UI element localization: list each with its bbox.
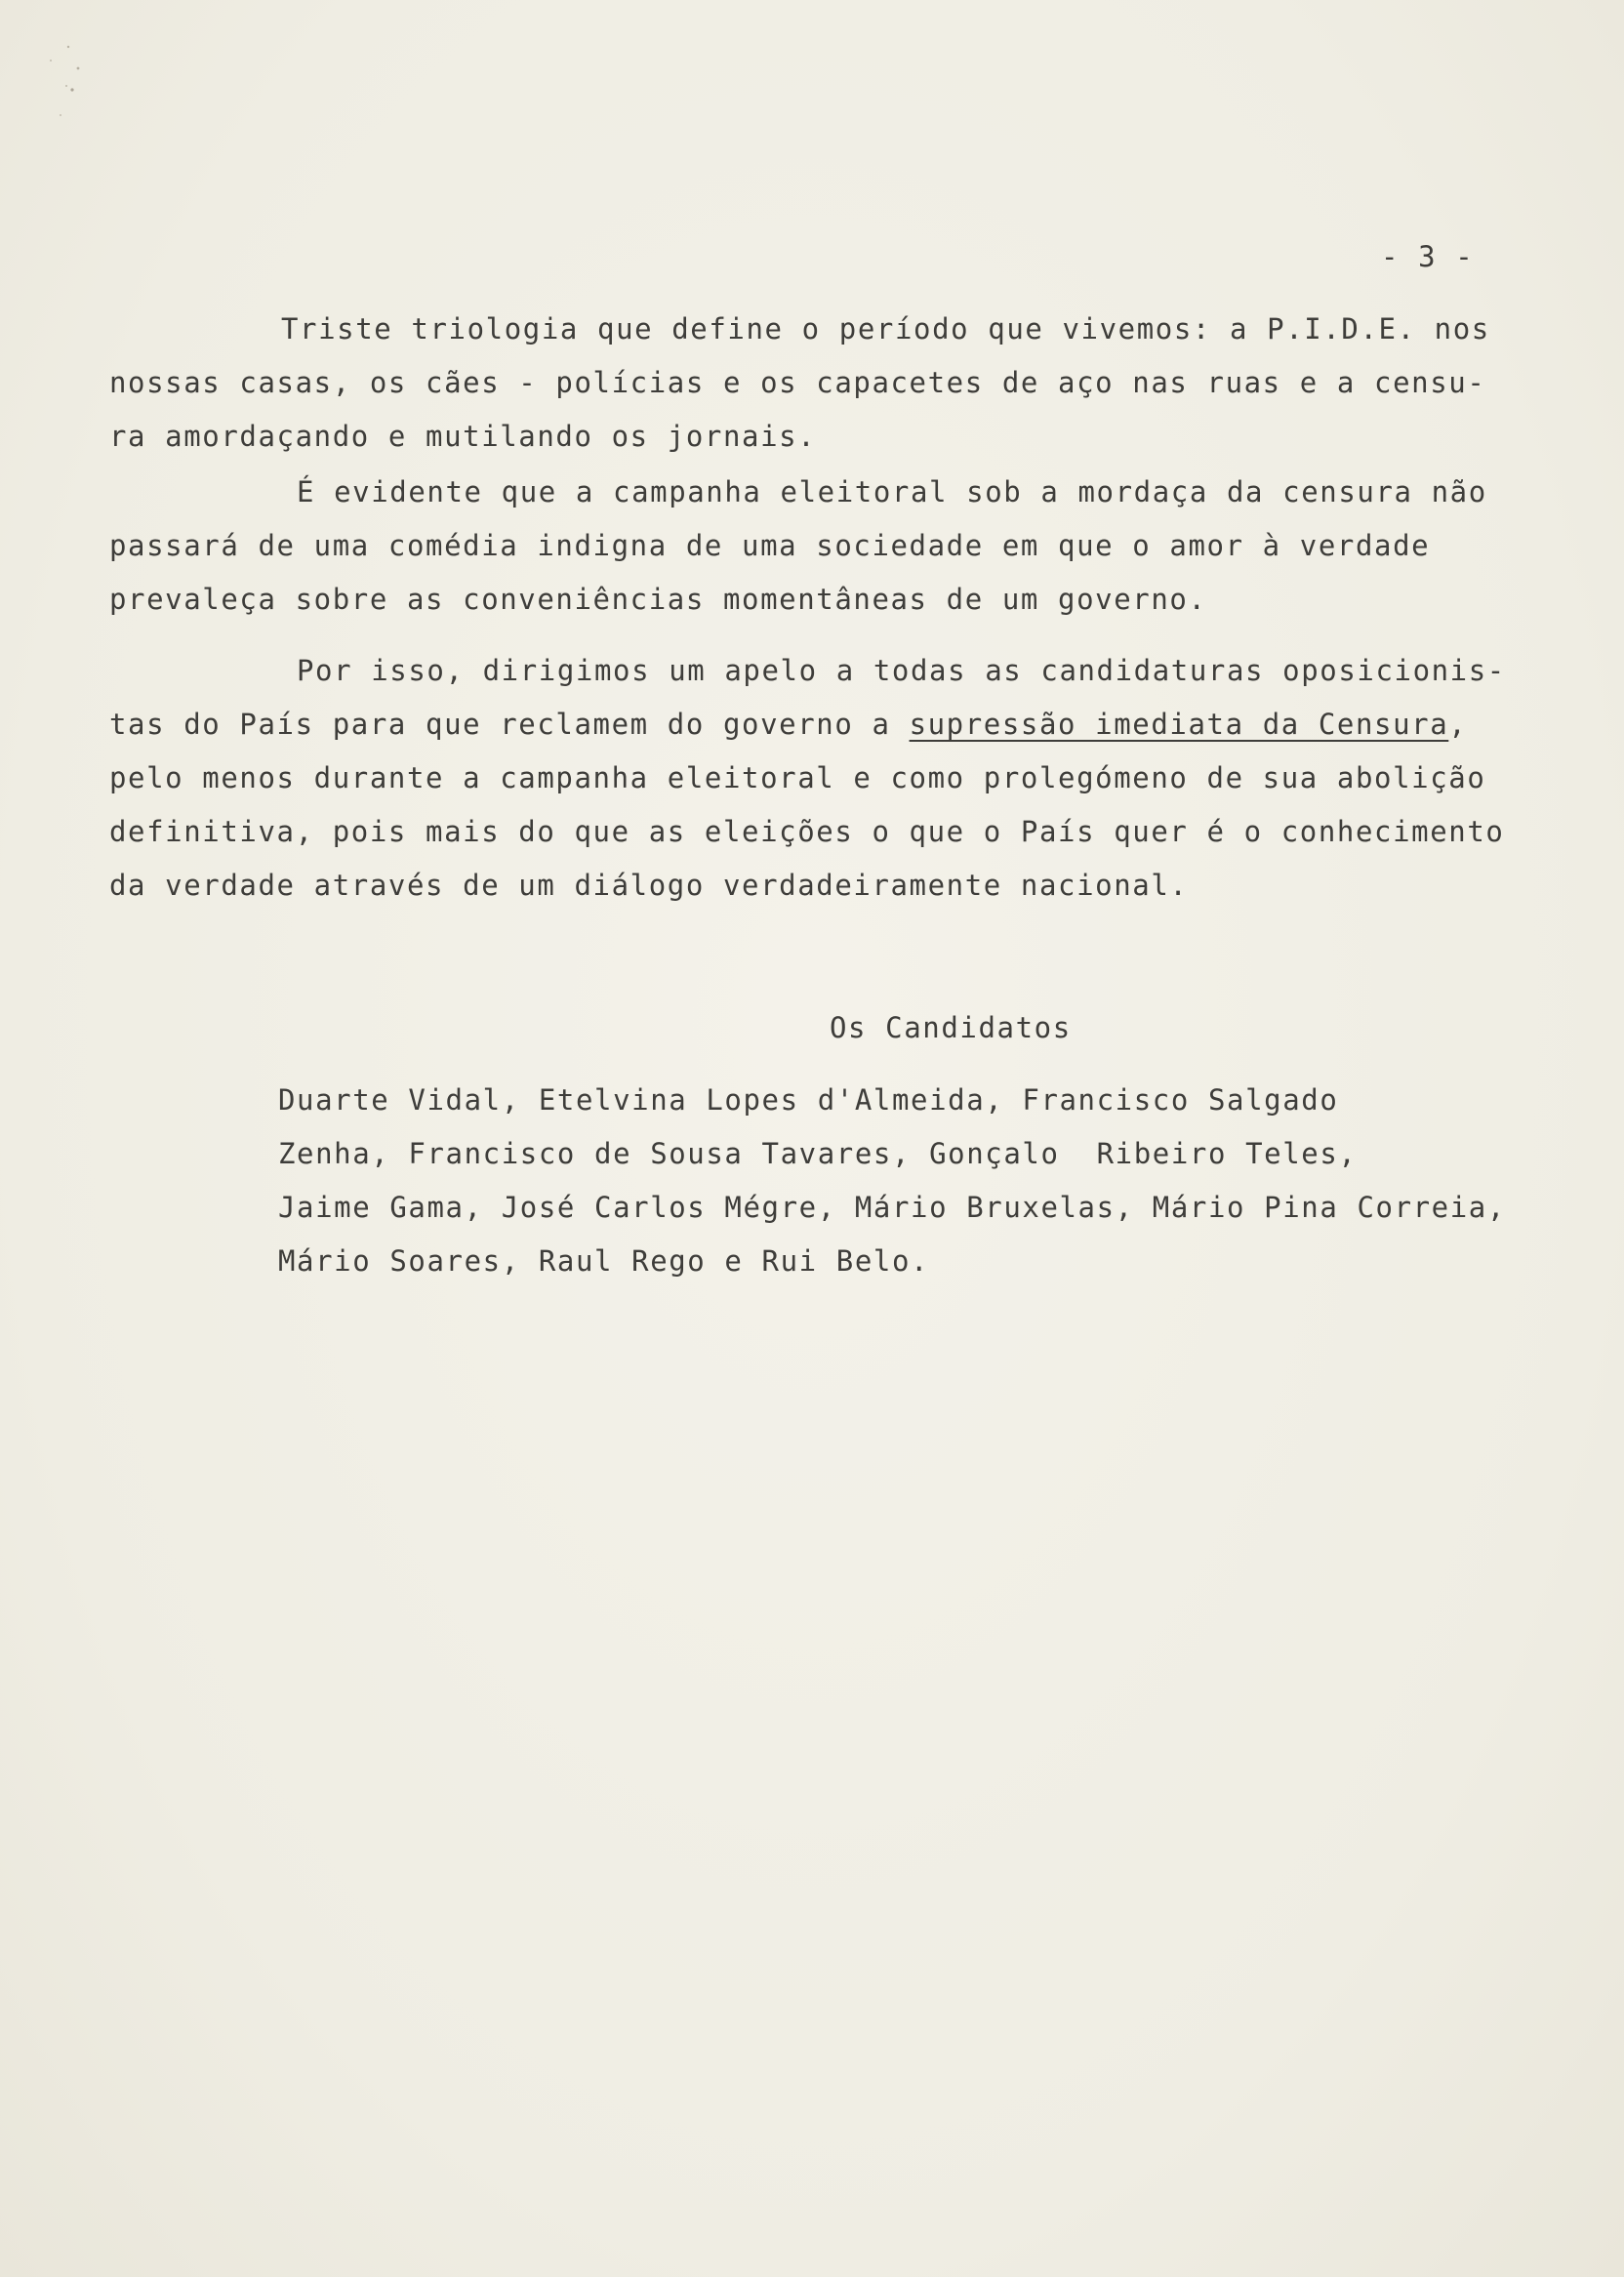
paragraph1-line2: nossas casas, os cães - polícias e os capacetes de aço nas ruas e a censu-: [109, 366, 1486, 399]
paragraph2-line2: passará de uma comédia indigna de uma sociedade em que o amor à verdade: [109, 529, 1431, 562]
paragraph3-line4: definitiva, pois mais do que as eleições o que o País quer é o conhecimento: [109, 815, 1505, 848]
paragraph2-line3: prevaleça sobre as conveniências momentâneas de um governo.: [109, 583, 1207, 616]
paragraph1-line1: Triste triologia que define o período que vivemos: a P.I.D.E. nos: [281, 312, 1490, 346]
paragraph3-line3: pelo menos durante a campanha eleitoral e como prolegómeno de sua abolição: [109, 761, 1486, 794]
paragraph3-line2: [109, 708, 1467, 741]
page-number: - 3 -: [1381, 240, 1475, 273]
paragraph2-line1: É evidente que a campanha eleitoral sob a mordaça da censura não: [297, 475, 1487, 508]
paragraph3-line2-comma: ,: [1448, 708, 1468, 741]
paragraph3-line5: da verdade através de um diálogo verdadeiramente nacional.: [109, 869, 1189, 902]
signatories-line3: Jaime Gama, José Carlos Mégre, Mário Bruxelas, Mário Pina Correia,: [278, 1191, 1506, 1224]
signatories-line4: Mário Soares, Raul Rego e Rui Belo.: [278, 1244, 930, 1278]
signatories-heading: Os Candidatos: [830, 1011, 1072, 1044]
paper-specks-decoration: [39, 39, 98, 137]
underlined-demand: supressão imediata da Censura: [909, 708, 1449, 741]
paragraph1-line3: ra amordaçando e mutilando os jornais.: [109, 420, 817, 453]
paragraph3-line2-text: tas do País para que reclamem do governo a: [109, 708, 910, 741]
signatories-line2: Zenha, Francisco de Sousa Tavares, Gonçalo Ribeiro Teles,: [278, 1137, 1358, 1170]
paragraph3-line1: Por isso, dirigimos um apelo a todas as candidaturas oposicionis-: [297, 654, 1506, 687]
signatories-line1: Duarte Vidal, Etelvina Lopes d'Almeida, Francisco Salgado: [278, 1083, 1339, 1117]
